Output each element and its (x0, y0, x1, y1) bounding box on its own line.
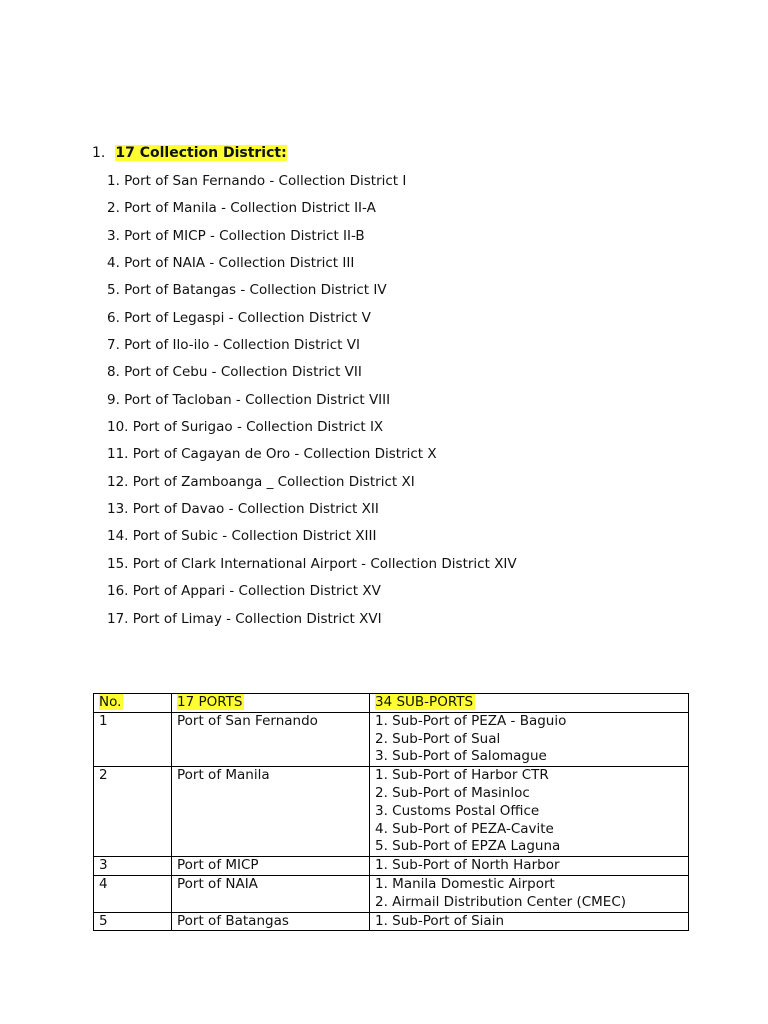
list-item: 4. Port of NAIA - Collection District III (107, 255, 355, 272)
list-item: 16. Port of Appari - Collection District XV (107, 583, 381, 600)
list-item: 9. Port of Tacloban - Collection District VIII (107, 391, 391, 408)
port-name: Port of MICP (172, 857, 370, 876)
list-item: 8. Port of Cebu - Collection District VII (107, 364, 362, 381)
table-row (94, 875, 689, 912)
subport-item: 5. Sub-Port of EPZA Laguna (375, 838, 561, 855)
port-name: Port of Batangas (172, 912, 370, 931)
subport-item: 2. Sub-Port of Sual (375, 730, 501, 747)
list-item: 17. Port of Limay - Collection District XVI (107, 610, 382, 627)
list-item: 14. Port of Subic - Collection District XIII (107, 528, 377, 545)
list-item: 5. Port of Batangas - Collection District IV (107, 282, 387, 299)
header-subports: 34 SUB-PORTS (370, 694, 689, 713)
list-item: 1. Port of San Fernando - Collection District I (107, 173, 407, 189)
list-item: 12. Port of Zamboanga _ Collection District XI (107, 473, 415, 490)
subport-item: 2. Airmail Distribution Center (CMEC) (375, 893, 627, 910)
list-item: 2. Port of Manila - Collection District II-A (107, 200, 376, 217)
subport-item: 1. Sub-Port of Siain (375, 912, 504, 929)
subport-item: 3. Sub-Port of Salomague (375, 748, 547, 765)
section-title: 17 Collection District: (115, 145, 287, 161)
port-name: Port of San Fernando (172, 712, 370, 766)
table-header-row (94, 694, 689, 713)
row-number: 5 (94, 912, 172, 931)
subport-cell (370, 875, 689, 912)
list-item: 15. Port of Clark International Airport - Collection District XIV (107, 555, 517, 572)
table-row (94, 767, 689, 857)
table-row (94, 857, 689, 876)
list-item: 3. Port of MICP - Collection District II-B (107, 227, 365, 244)
subport-item: 1. Sub-Port of North Harbor (375, 857, 560, 874)
list-item: 7. Port of Ilo-ilo - Collection District VI (107, 337, 360, 354)
subport-item: 1. Manila Domestic Airport (375, 875, 555, 892)
subport-item: 1. Sub-Port of PEZA - Baguio (375, 712, 567, 729)
row-number: 4 (94, 875, 172, 912)
collection-district-list (107, 170, 517, 635)
ports-table (93, 693, 689, 931)
row-number: 2 (94, 767, 172, 857)
subport-cell (370, 767, 689, 857)
list-item: 11. Port of Cagayan de Oro - Collection District X (107, 446, 437, 463)
list-item: 10. Port of Surigao - Collection District IX (107, 419, 384, 436)
subport-cell (370, 712, 689, 766)
header-no: No. (94, 694, 172, 713)
subport-item: 2. Sub-Port of Masinloc (375, 784, 530, 801)
subport-item: 1. Sub-Port of Harbor CTR (375, 767, 549, 784)
subport-cell (370, 857, 689, 876)
section-number: 1. (92, 145, 106, 161)
header-ports: 17 PORTS (172, 694, 370, 713)
row-number: 1 (94, 712, 172, 766)
subport-item: 3. Customs Postal Office (375, 802, 540, 819)
table-row (94, 712, 689, 766)
port-name: Port of Manila (172, 767, 370, 857)
table-row (94, 912, 689, 931)
subport-cell (370, 912, 689, 931)
port-name: Port of NAIA (172, 875, 370, 912)
list-item: 13. Port of Davao - Collection District XII (107, 501, 379, 518)
row-number: 3 (94, 857, 172, 876)
list-item: 6. Port of Legaspi - Collection District V (107, 309, 371, 326)
subport-item: 4. Sub-Port of PEZA-Cavite (375, 820, 554, 837)
section-heading (92, 143, 287, 163)
